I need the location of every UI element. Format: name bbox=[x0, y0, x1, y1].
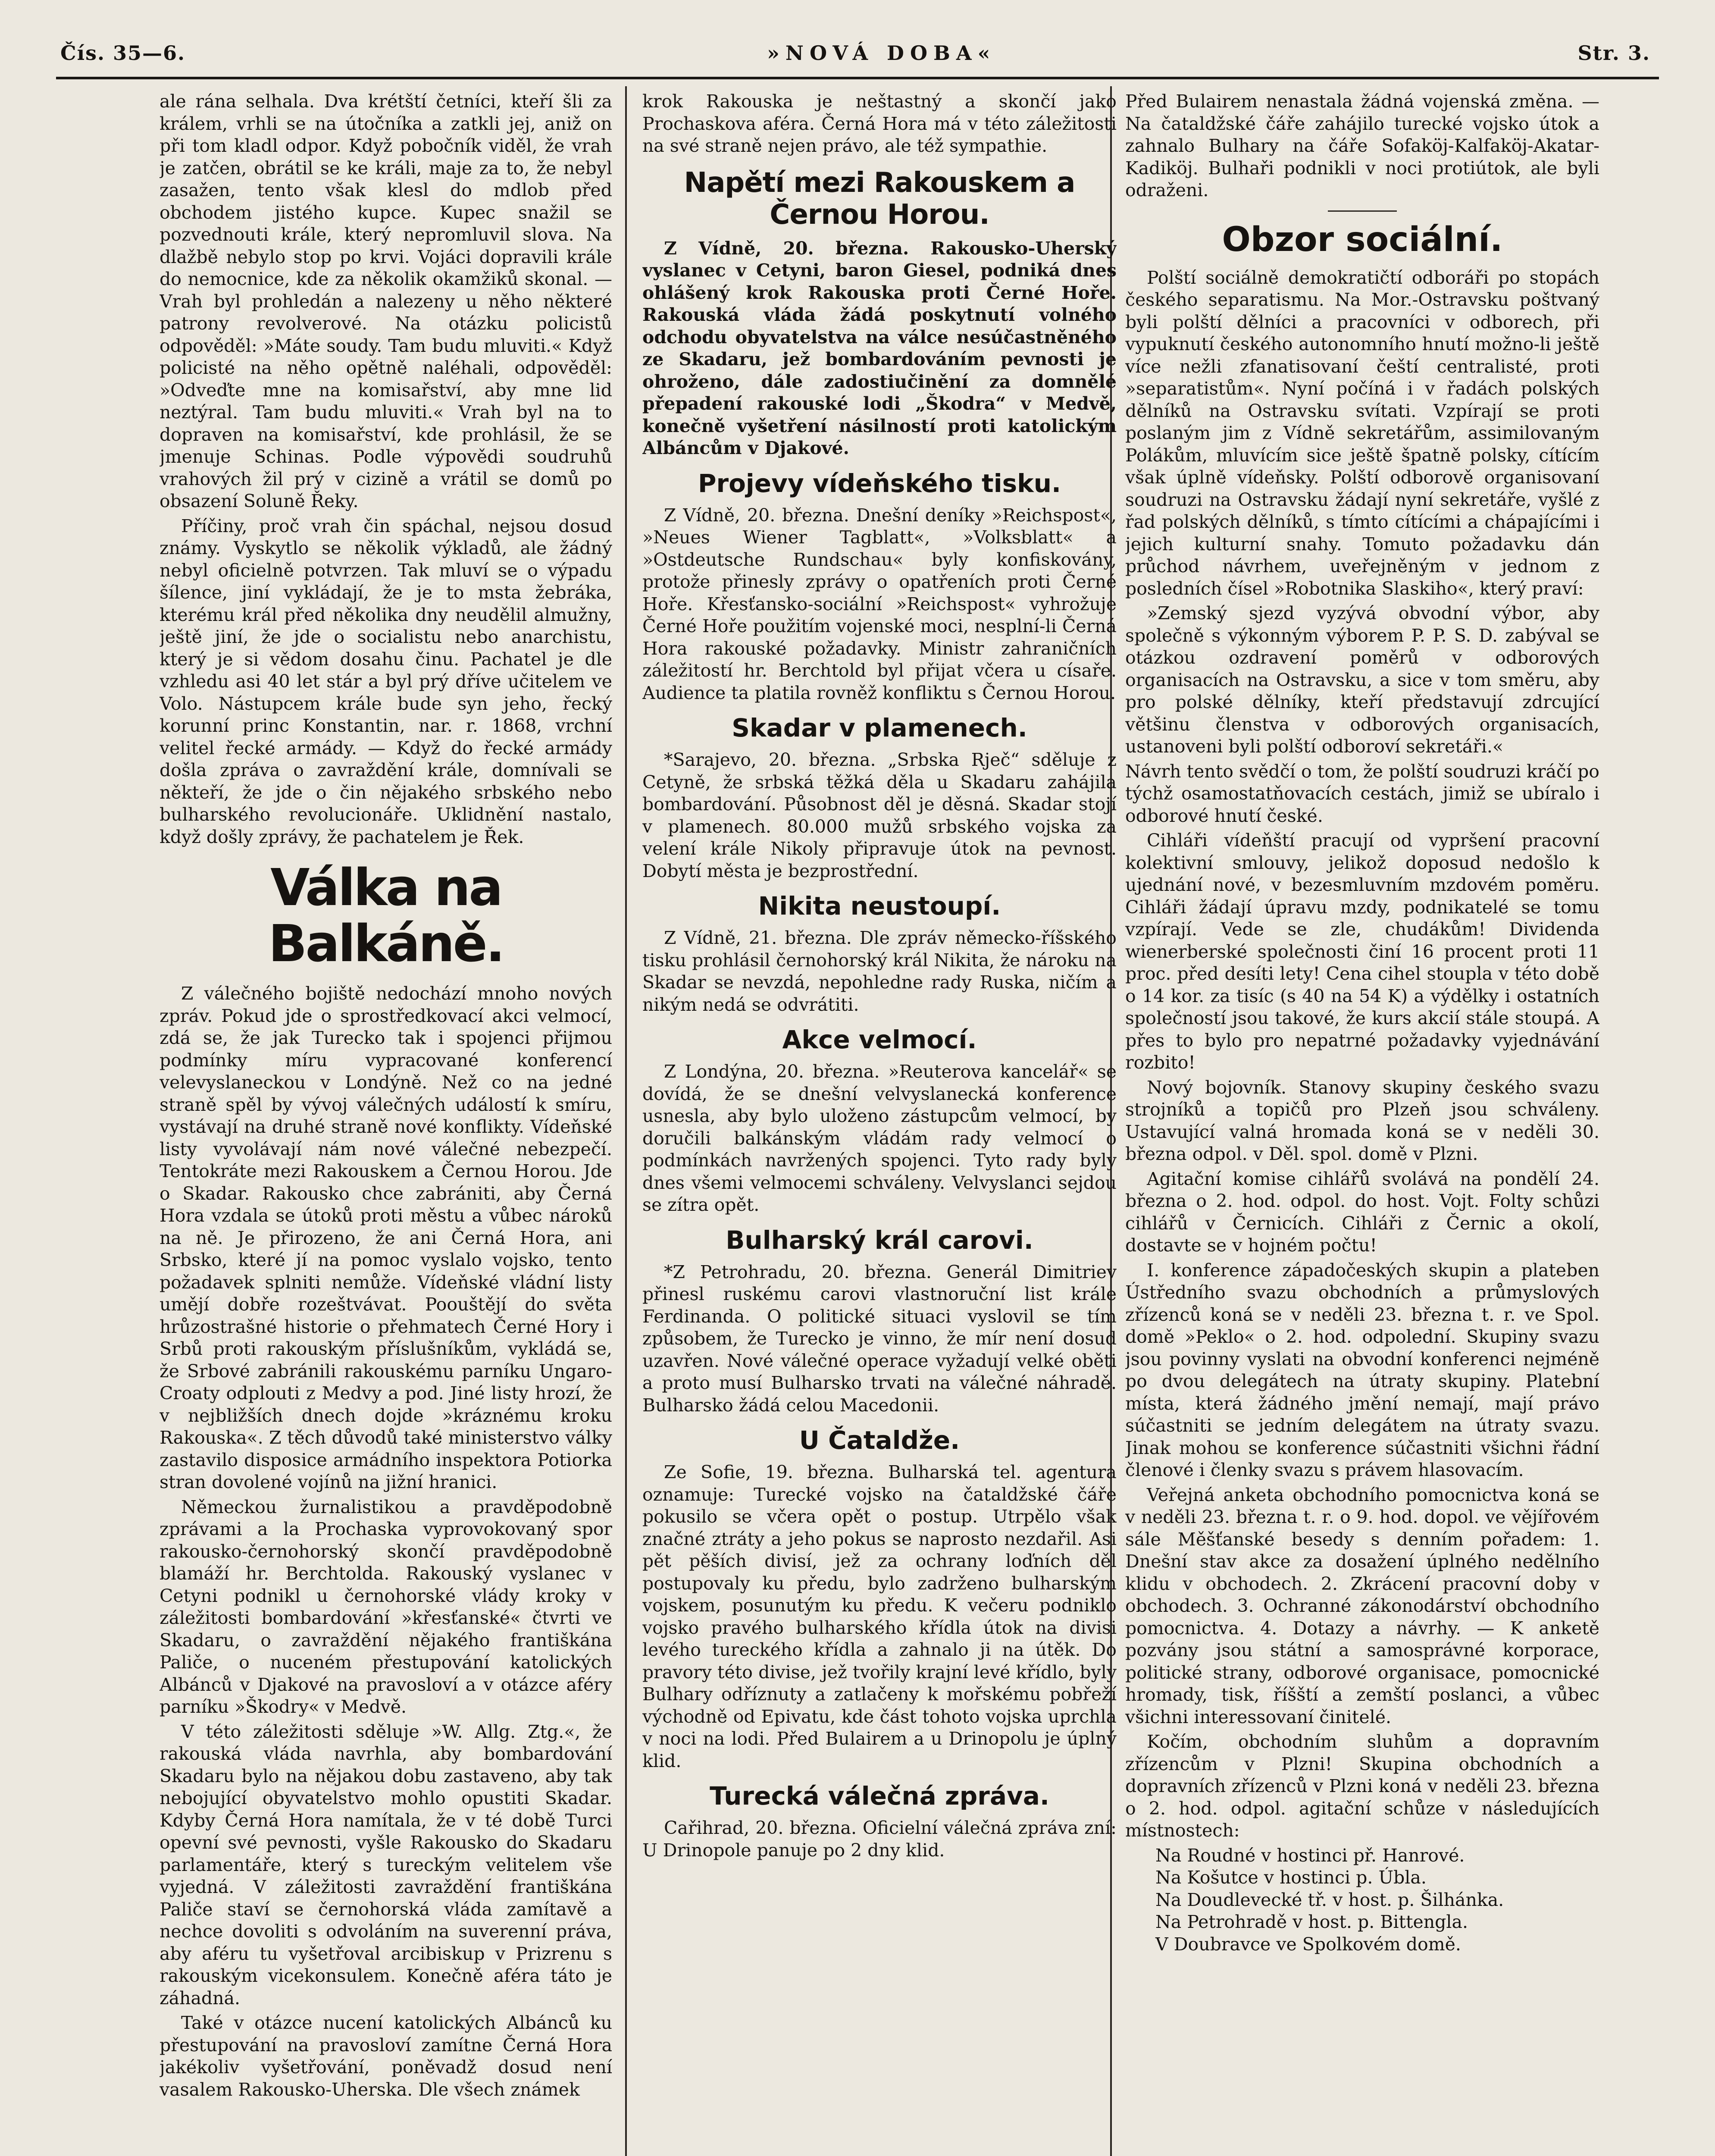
page-number: Str. 3. bbox=[1577, 41, 1650, 65]
article-paragraph: krok Rakouska je neštastný a skončí jako Prochaskova aféra. Černá Hora má v této záležitosti na své straně nejen právo, ale též sympathie. bbox=[642, 91, 1117, 156]
article-paragraph: Kočím, obchodním sluhům a dopravním zřízencům v Plzni! Skupina obchodních a dopravních zřízenců v Plzni koná v neděli 23. března o 2. hod. odpol. agitační schůze v následujících místnostech: bbox=[1125, 1731, 1599, 1841]
headline-nikita: Nikita neustoupí. bbox=[758, 891, 1001, 921]
article-paragraph: Také v otázce nucení katolických Albánců ku přestupování na pravosloví zamítne Černá Hora jakékoliv vyšetřování, poněvadž dosud není vasalem Rakousko-Uherska. Dle všech známek bbox=[160, 2012, 612, 2100]
section-title-balkan-war: Válka na Balkáně. bbox=[268, 858, 504, 973]
page-header bbox=[60, 30, 1650, 65]
article-paragraph: Veřejná anketa obchodního pomocnictva koná se v neděli 23. března t. r. o 9. hod. dopol. ve vějířovém sále Měšťanské besedy s denním pořadem: 1. Dnešní stav akce za dosažení úplného nedělního klidu v obchodech. 2. Zkrácení pracovní doby v obchodech. 3. Ochranné zákonodárství obchodního pomocnictva. 4. Dotazy a návrhy. — K anketě pozvány jsou státní a samosprávné korporace, politické strany, odborové organisace, pomocnické hromady, tisk, říšští a zemští poslanci, a vůbec všichni interessovaní činitelé. bbox=[1125, 1484, 1599, 1727]
article-paragraph: Ze Sofie, 19. března. Bulharská tel. agentura oznamuje: Turecké vojsko na čataldžské čáře pokusilo se včera opět o postup. Utrpělo však značné ztráty a jeho pokus se naprosto nezdařil. Asi pět pěších divisí, jež za ochrany loďních děl postupovaly ku předu, bylo zadrženo bulharským vojskem, posunutým ku předu. K večeru podniklo vojsko pravého bulharského křídla útok na divisi levého tureckého křídla a zahnalo ji na útěk. Do pravory této divise, jež tvořily krajní levé křídlo, byly Bulhary odříznuty a zatlačeny k mořskému pobřeží východně od Epivatu, kde část tohoto vojska uprchla v noci na lodi. Před Bulairem a u Drinopolu je úplný klid. bbox=[642, 1462, 1117, 1771]
article-paragraph: Polští sociálně demokratičtí odboráři po stopách českého separatismu. Na Mor.-Ostravsku poštvaný byli polští dělníci a pracovníci v odborech, při vypuknutí českého autonomního hnutí možno-li ještě více nežli zfanatisovaní čeští centralisté, proti »separatistům«. Nyní počíná i v řadách polských dělníků na Ostravsku svítati. Vzpírají se proti poslaným jim z Vídně sekretářům, assimilovaným Polákům, mluvícím sice ještě špatně polsky, cítícím však úplně vídeňsky. Polští odborově organisovaní soudruzi na Ostravsku žádají nyní sekretáře, vyšlé z řad polských dělníků, s tímto cítícími a chápajícími i jejich kulturní snahy. Tomuto požadavku dán průchod návrhem, uveřejněným v jednom z posledních čísel »Robotnika Slaskiho«, který praví: bbox=[1125, 267, 1599, 599]
column-3 bbox=[1125, 91, 1599, 2156]
article-paragraph: Z válečného bojiště nedochází mnoho nových zpráv. Pokud jde o sprostředkovací akci velmocí, zdá se, že jak Turecko tak i spojenci přijmou podmínky míru vypracované konferencí velevyslaneckou v Londýně. Než co na jedné straně spěl by vývoj válečných událostí k smíru, vystávají na druhé straně nové konflikty. Vídeňské listy vyvolávají nám nové válečné nebezpečí. Tentokráte mezi Rakouskem a Černou Horou. Jde o Skadar. Rakousko chce zabrániti, aby Černá Hora vzdala se útoků proti městu a vůbec nároků na ně. Je přirozeno, že ani Černá Hora, ani Srbsko, které jí na pomoc vyslalo vojsko, tento požadavek splniti nemůže. Vídeňské vládní listy umějí dobře rozeštvávat. Poouštějí do světa hrůzostrašné historie o přehmatech Černé Hory i Srbů proti rakouským příslušníkům, vykládá se, že Srbové zabránili rakouskému parníku Ungaro-Croaty odplouti z Medvy a pod. Jiné listy hrozí, že v nejbližších dnech dojde »kráznému kroku Rakouska«. Z těch důvodů také ministerstvo války zastavilo disposice armádního inspektora Potiorka stran dovolené vojínů na jižní hranici. bbox=[160, 983, 612, 1492]
article-paragraph: *Z Petrohradu, 20. března. Generál Dimitriev přinesl ruskému carovi vlastnoruční list krále Ferdinanda. O politické situaci vyslovil se tím způsobem, že Turecko je vinno, že mír není dosud uzavřen. Nové válečné operace vyžadují velké oběti a proto musí Bulharsko trvati na válečné náhradě. Bulharsko žádá celou Macedonii. bbox=[642, 1261, 1117, 1416]
article-paragraph: Návrh tento svědčí o tom, že polští soudruzi kráčí po týchž osamostatňovacích cestách, jimiž se ubíralo i odborové hnutí české. bbox=[1125, 761, 1599, 826]
article-paragraph: Z Vídně, 20. března. Rakousko-Uherský vyslanec v Cetyni, baron Giesel, podniká dnes ohlášený krok Rakouska proti Černé Hoře. Rakouská vláda žádá poskytnutí volného odchodu obyvatelstva na válce nesúčastněného ze Skadaru, jež bombardováním pevnosti je ohroženo, dále zadostiučinění za domnělé přepadení rakouské lodi „Škodra“ v Medvě, konečně vyšetření násilností proti katolickým Albáncům v Djakové. bbox=[642, 238, 1117, 458]
article-paragraph: Příčiny, proč vrah čin spáchal, nejsou dosud známy. Vyskytlo se několik výkladů, ale žádný nebyl oficielně potvrzen. Tak mluví se o výpadu šílence, jiní vykládají, že je to msta žebráka, kterému král před několika dny neudělil almužny, ještě jiní, že jde o socialistu nebo anarchistu, který je si vědom dosahu činu. Pachatel je dle vzhledu asi 40 let stár a byl prý dříve učitelem ve Volo. Nástupcem krále bude syn jeho, řecký korunní princ Konstantin, nar. r. 1868, vrchní velitel řecké armády. — Když do řecké armády došla zpráva o zavraždění krále, domnívali se někteří, že jde o čin nějakého srbského nebo bulharského revolucionáře. Uklidnění nastalo, když došly zprávy, že pachatelem je Řek. bbox=[160, 515, 612, 847]
article-paragraph: V této záležitosti sděluje »W. Allg. Ztg.«, že rakouská vláda navrhla, aby bombardování Skadaru bylo na nějakou dobu zastaveno, aby tak nebojující obyvatelstvo mohlo opustiti Skadar. Kdyby Černá Hora namítala, že v té době Turci opevní své pevnosti, vyšle Rakousko do Skadaru parlamentáře, který s tureckým velitelem vše vyjedná. V záležitosti zavraždění františkána Paliče staví se černohorská vláda zamítavě a nechce dovoliti s odvoláním na suverenní práva, aby aféru tu vyšetřoval arcibiskup v Prizrenu s rakouským vicekonsulem. Konečně aféra táto je záhadná. bbox=[160, 1721, 612, 2009]
article-paragraph: Z Londýna, 20. března. »Reuterova kancelář« se dovídá, že se dnešní velvyslanecká konference usnesla, aby bylo uloženo zástupcům velmocí, by doručili balkánským vládám rady velmocí o podmínkách navržených spojenci. Tyto rady byly dnes všemi velmocemi schváleny. Velvyslanci sejdou se zítra opět. bbox=[642, 1061, 1117, 1215]
issue-number: Čís. 35—6. bbox=[60, 41, 186, 65]
meeting-place: Na Roudné v hostinci př. Hanrové. bbox=[1155, 1845, 1465, 1866]
meeting-place: Na Doudlevecké tř. v host. p. Šilhánka. bbox=[1155, 1889, 1504, 1910]
headline-bulgarian-king: Bulharský král carovi. bbox=[726, 1225, 1033, 1255]
meeting-place: Na Petrohradě v host. p. Bittengla. bbox=[1155, 1912, 1468, 1932]
article-paragraph: Cihláři vídeňští pracují od vypršení pracovní kolektivní smlouvy, jelikož doposud nedošlo k ujednání nové, v bezesmluvním mzdovém poměru. Cihláři žádají úpravu mzdy, podnikatelé se tomu vzpírají. Vede se zle, chudákům! Dividenda wienerberské společnosti činí 16 procent proti 11 proc. před desíti lety! Cena cihel stoupla v této době o 14 kor. za tisíc (s 40 na 54 K) a výdělky i ostatních společností jsou takové, že kurs akcií stále stoupá. A přes to bylo pro nepatrné požadavky vyjednávání rozbito! bbox=[1125, 830, 1599, 1073]
article-paragraph: *Sarajevo, 20. března. „Srbska Rječ“ sděluje z Cetyně, že srbská těžká děla u Skadaru zahájila bombardování. Působnost děl je děsná. Skadar stojí v plamenech. 80.000 mužů srbského vojska za velení krále Nikoly připravuje útok na pevnost. Dobytí města je bezprostřední. bbox=[642, 749, 1117, 881]
article-paragraph: Německou žurnalistikou a pravděpodobně zprávami a la Prochaska vyprovokovaný spor rakousko-černohorský skončí pravděpodobně blamáží hr. Berchtolda. Rakouský vyslanec v Cetyni podnikl u černohorské vlády kroky v záležitosti bombardování »křesťanské« čtvrti ve Skadaru, o zavraždění nějakého františkána Paliče, o nuceném přestupování katolických Albánců v Djakové na pravosloví a v otázce aféry parníku »Škodry« v Medvě. bbox=[160, 1496, 612, 1717]
article-paragraph: Nový bojovník. Stanovy skupiny českého svazu strojníků a topičů pro Plzeň jsou schváleny. Ustavující valná hromada koná se v neděli 30. března odpol. v Děl. spol. domě v Plzni. bbox=[1125, 1077, 1599, 1164]
column-1 bbox=[160, 91, 612, 2156]
article-paragraph: Agitační komise cihlářů svolává na pondělí 24. března o 2. hod. odpol. do host. Vojt. Folty schůzi cihlářů v Černicích. Cihláři z Černic a okolí, dostavte se v hojném počtu! bbox=[1125, 1168, 1599, 1256]
separator-rule bbox=[1328, 210, 1397, 212]
header-rule bbox=[56, 77, 1659, 79]
meeting-place: Na Košutce v hostinci p. Úbla. bbox=[1155, 1867, 1427, 1888]
article-paragraph: »Zemský sjezd vyzývá obvodní výbor, aby společně s výkonným výborem P. P. S. D. zabýval se otázkou ozdravení poměrů v odborových organisacích na Ostravsku, a sice v tom směru, aby pro polské dělníky, kteří představují zdrcující většinu členstva v odborových organisacích, ustanoveni byli polští odboroví sekretáři.« bbox=[1125, 603, 1599, 757]
article-paragraph: Před Bulairem nenastala žádná vojenská změna. — Na čataldžské čáře zahájilo turecké vojsko útok a zahnalo Bulhary na čáře Sofaköj-Kalfaköj-Akatar-Kadiköj. Bulhaři podnikli v noci protiútok, ale byli odraženi. bbox=[1125, 91, 1599, 201]
headline-skadar-flames: Skadar v plamenech. bbox=[732, 713, 1027, 743]
article-paragraph: ale rána selhala. Dva krétští četníci, kteří šli za králem, vrhli se na útočníka a zatkli jej, aniž on při tom kladl odpor. Když pobočník viděl, že vrah je zatčen, obrátil se ke králi, maje za to, že nebyl zasažen, tento však klesl do mdlob před obchodem jistého kupce. Kupec snažil se pozvednouti krále, který nepromluvil slova. Na dlažbě nebylo stop po krvi. Vojáci dopravili krále do nemocnice, kde za několik okamžiků skonal. — Vrah byl prohledán a nalezeny u něho některé patrony revolverové. Na otázku policistů odpověděl: »Máte soudy. Tam budu mluviti.« Když policisté na něho opětně naléhali, odpověděl: »Odveďte mne na komisařství, aby mne lid neztýral. Tam budu mluviti.« Vrah byl na to dopraven na komisařství, kde prohlásil, že se jmenuje Schinas. Podle výpovědi soudruhů vrahových žil prý v cizině a vrátil se domů po obsazení Soluně Řeky. bbox=[160, 91, 612, 511]
headline-turkish-report: Turecká válečná zpráva. bbox=[710, 1781, 1049, 1811]
article-paragraph: Cařihrad, 20. března. Oficielní válečná zpráva zní: U Drinopole panuje po 2 dny klid. bbox=[642, 1818, 1117, 1861]
headline-tension: Napětí mezi Rakouskem a Černou Horou. bbox=[684, 166, 1075, 231]
column-2 bbox=[642, 91, 1117, 2156]
article-paragraph: Z Vídně, 20. března. Dnešní deníky »Reichspost«, »Neues Wiener Tagblatt«, »Volksblatt« a »Ostdeutsche Rundschau« byly konfiskovány, protože přinesly zprávy o opatřeních proti Černé Hoře. Křesťansko-sociální »Reichspost« vyhrožuje Černé Hoře použitím vojenské moci, nesplní-li Černá Hora rakouské požadavky. Ministr zahraničních záležitostí hr. Berchtold byl přijat včera u císaře. Audience ta platila rovněž konfliktu s Černou Horou. bbox=[642, 505, 1117, 703]
headline-catalca: U Čataldže. bbox=[799, 1426, 960, 1455]
masthead: »NOVÁ DOBA« bbox=[767, 41, 996, 65]
column-divider-1 bbox=[625, 86, 627, 2156]
headline-powers-action: Akce velmocí. bbox=[782, 1025, 977, 1054]
section-title-social: Obzor sociální. bbox=[1222, 220, 1503, 259]
headline-vienna-press: Projevy vídeňského tisku. bbox=[698, 468, 1061, 498]
article-paragraph: I. konference západočeských skupin a plateben Ústředního svazu obchodních a průmyslových zřízenců koná se v neděli 23. března t. r. ve Spol. domě »Peklo« o 2. hod. odpolední. Skupiny svazu jsou povinny vyslati na obvodní konferenci nejméně po dvou delegátech na útraty skupiny. Platební místa, která žádného jmění nemají, mají právo súčastniti se jedním delegátem na útraty svazu. Jinak mohou se konference súčastniti všichni řádní členové i členky svazu s právem hlasovacím. bbox=[1125, 1260, 1599, 1480]
meeting-place: V Doubravce ve Spolkovém domě. bbox=[1155, 1934, 1461, 1955]
article-paragraph: Z Vídně, 21. března. Dle zpráv německo-říšského tisku prohlásil černohorský král Nikita, že nároku na Skadar se nevzdá, nepohledne rady Ruska, ničím a nikým nedá se odvrátiti. bbox=[642, 928, 1117, 1015]
